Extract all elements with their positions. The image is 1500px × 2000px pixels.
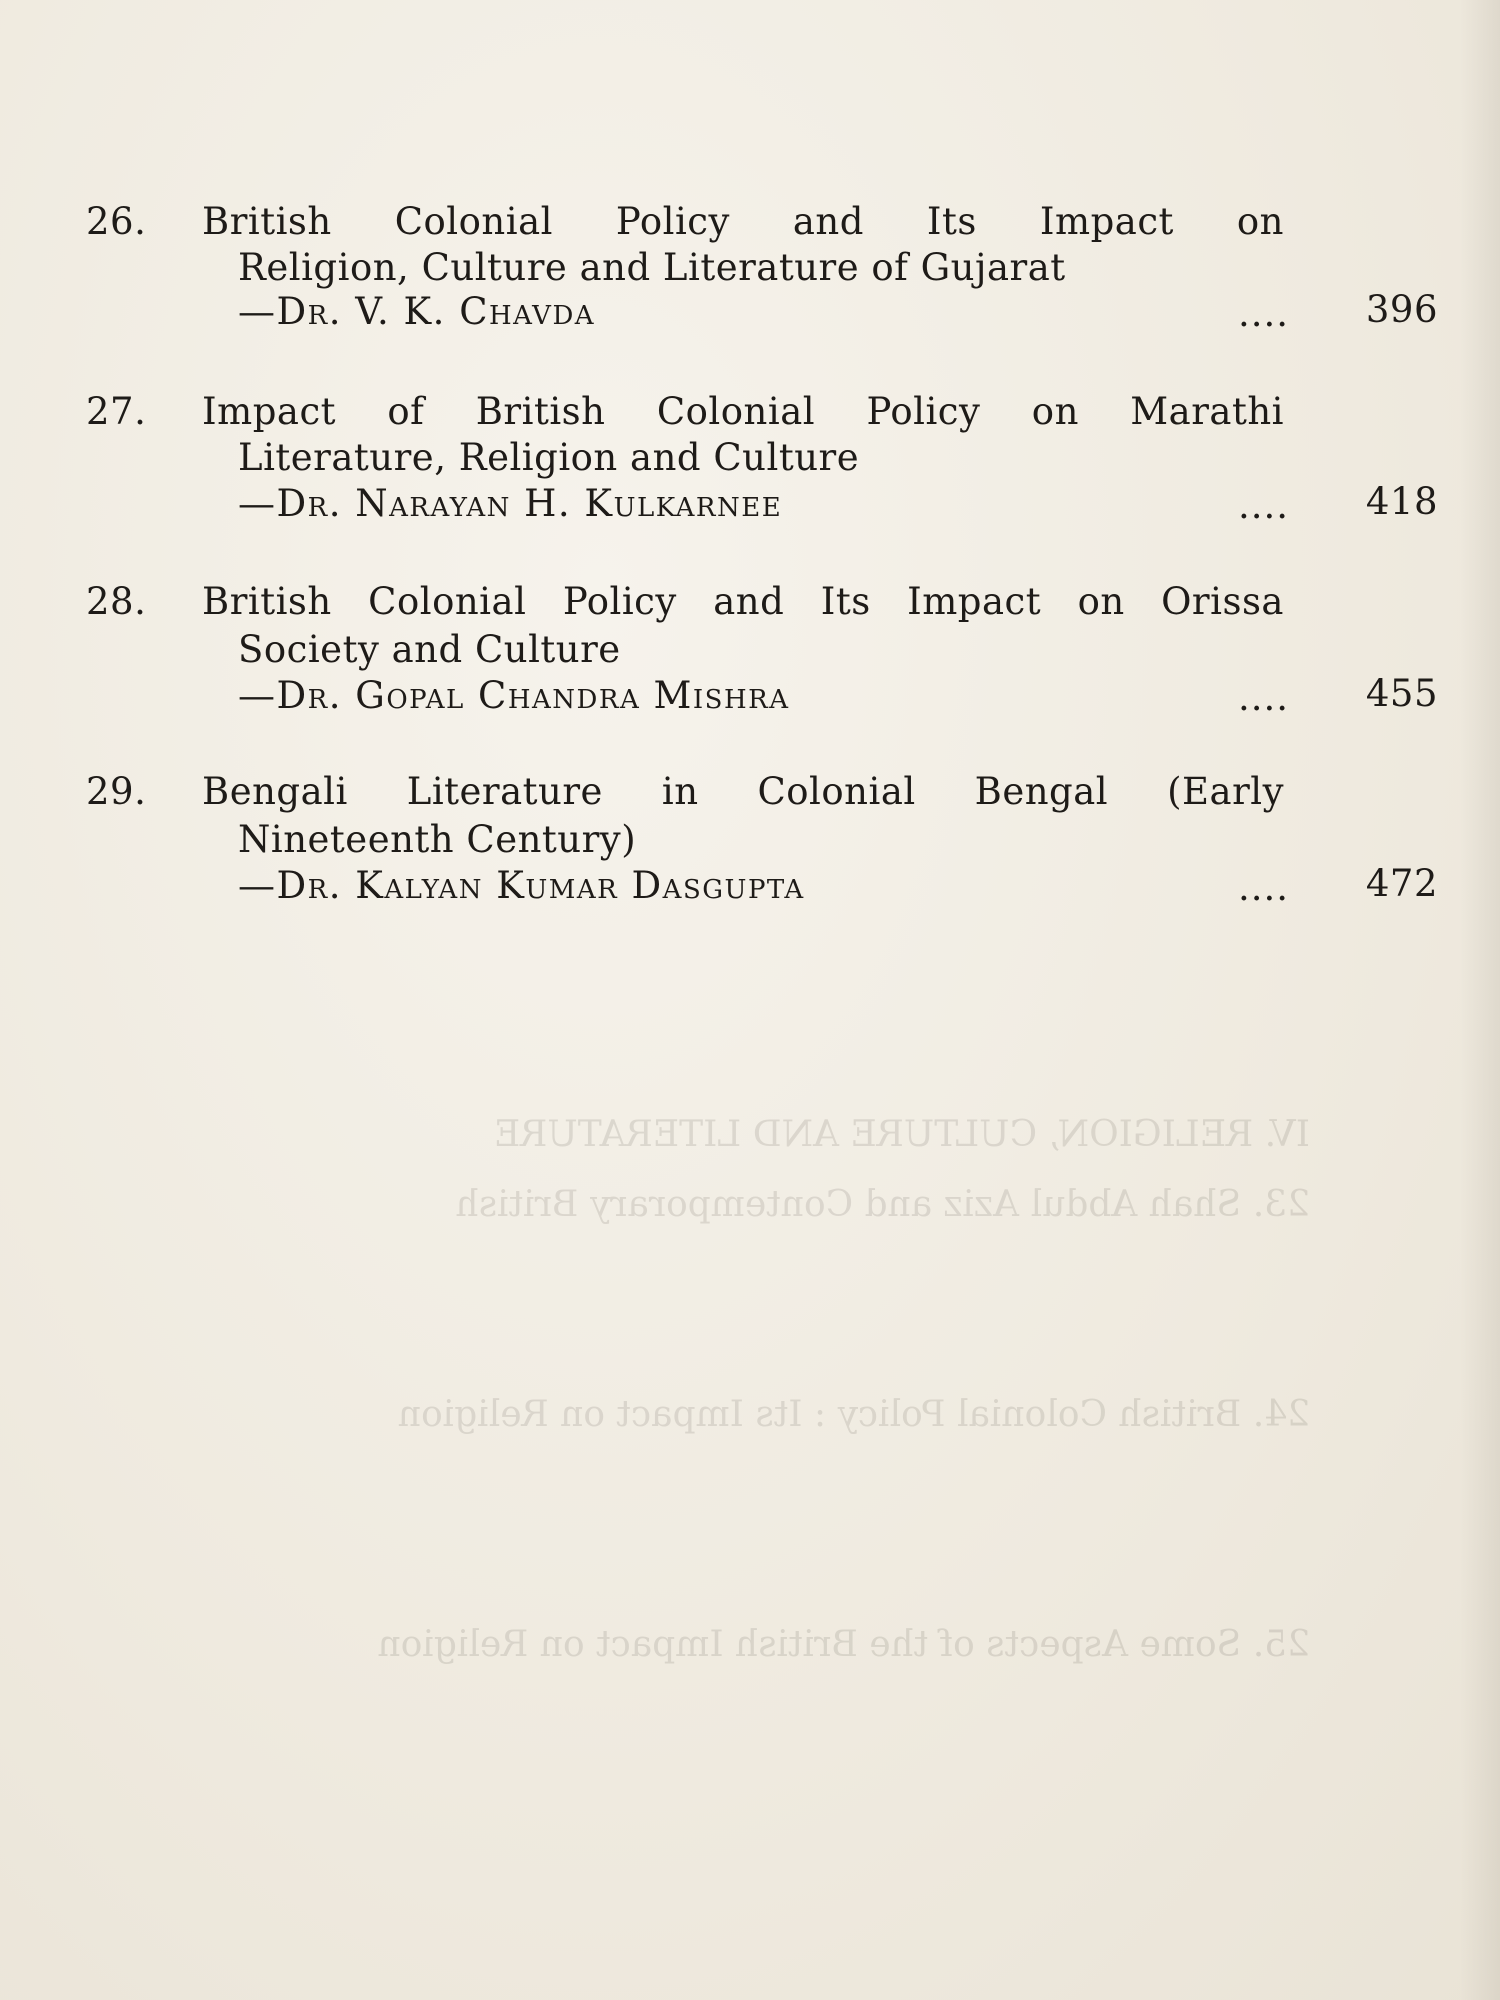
entry-page-number: 418 [1365, 480, 1438, 523]
leader-dots: .... [1238, 866, 1290, 909]
entry-number: 26. [86, 200, 147, 243]
entry-number: 28. [86, 580, 147, 623]
leader-dots: .... [1238, 484, 1290, 527]
entry-title-line: Society and Culture [238, 628, 621, 671]
entry-author: —Dr. Gopal Chandra Mishra [238, 674, 790, 717]
entry-author: —Dr. V. K. Chavda [238, 290, 596, 333]
entry-title-line: Religion, Culture and Literature of Gujarat [238, 246, 1066, 289]
entry-author: —Dr. Narayan H. Kulkarnee [238, 482, 783, 525]
entry-page-number: 396 [1365, 288, 1438, 331]
page-edge-shadow [1460, 0, 1500, 2000]
entry-title-line: Bengali Literature in Colonial Bengal (Early [202, 770, 1284, 813]
leader-dots: .... [1238, 292, 1290, 335]
entry-number: 29. [86, 770, 147, 813]
entry-title-line: British Colonial Policy and Its Impact on [202, 200, 1284, 243]
leader-dots: .... [1238, 676, 1290, 719]
entry-page-number: 472 [1365, 862, 1438, 905]
entry-title-line: British Colonial Policy and Its Impact on Orissa [202, 580, 1284, 623]
entry-page-number: 455 [1365, 672, 1438, 715]
entry-author: —Dr. Kalyan Kumar Dasgupta [238, 864, 805, 907]
entry-title-line: Nineteenth Century) [238, 818, 637, 861]
entry-title-line: Impact of British Colonial Policy on Marathi [202, 390, 1284, 433]
entry-title-line: Literature, Religion and Culture [238, 436, 860, 479]
bleed-through-text: IV. RELIGION, CULTURE AND LITERATURE 23. Shah Abdul Aziz and Contemporary British 24. British Colonial Policy : Its Impact on Religion 25. Some Aspects of the British Impact on Religion [377, 1114, 1310, 1665]
entry-number: 27. [86, 390, 147, 433]
